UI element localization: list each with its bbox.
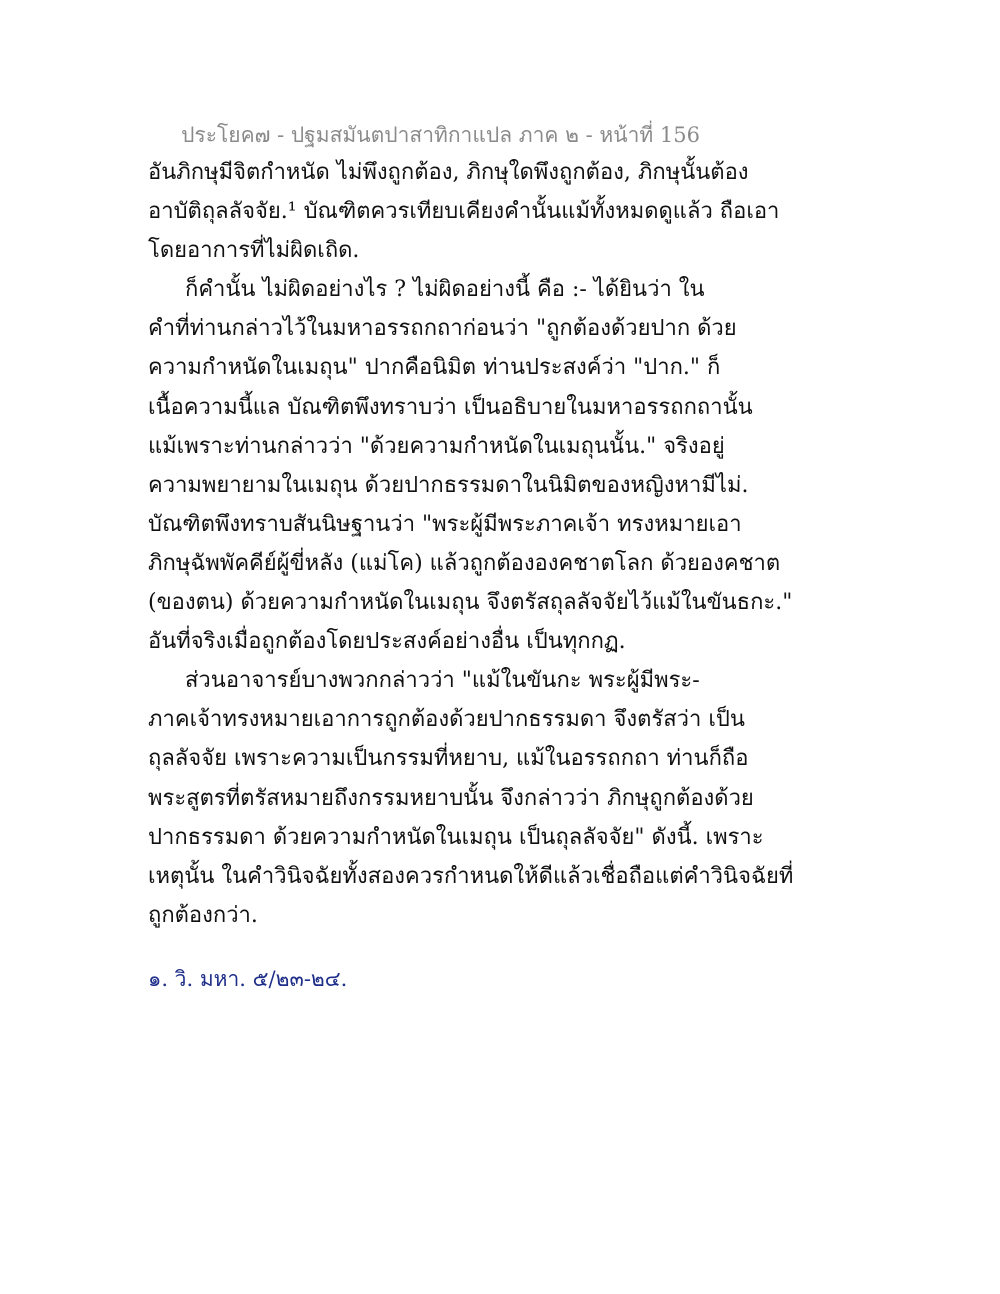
- text-line: บัณฑิตพึงทราบสันนิษฐานว่า "พระผู้มีพระภาคเจ้า ทรงหมายเอา: [148, 511, 742, 537]
- text-line: อันภิกษุมีจิตกำหนัด ไม่พึงถูกต้อง, ภิกษุใดพึงถูกต้อง, ภิกษุนั้นต้อง: [148, 160, 749, 185]
- text-line: ถูกต้องกว่า.: [148, 902, 258, 928]
- text-line: อันที่จริงเมื่อถูกต้องโดยประสงค์อย่างอื่น เป็นทุกกฏ.: [148, 629, 626, 655]
- page-header: ประโยค๗ - ปฐมสมันตปาสาทิกาแปล ภาค ๒ - หน้าที่ 156: [181, 123, 700, 147]
- text-line: เหตุนั้น ในคำวินิจฉัยทั้งสองควรกำหนดให้ดีแล้วเชื่อถือแต่คำวินิจฉัยที่: [148, 863, 794, 889]
- paragraph-first-line: ส่วนอาจารย์บางพวกกล่าวว่า "แม้ในขันกะ พระผู้มีพระ-: [185, 668, 700, 694]
- body-text: [148, 153, 794, 935]
- text-line: คำที่ท่านกล่าวไว้ในมหาอรรถกถาก่อนว่า "ถูกต้องด้วยปาก ด้วย: [148, 316, 737, 342]
- text-line: ปากธรรมดา ด้วยความกำหนัดในเมถุน เป็นถุลลัจจัย" ดังนี้. เพราะ: [148, 824, 764, 850]
- footnote: ๑. วิ. มหา. ๕/๒๓-๒๔.: [148, 967, 348, 991]
- text-line: ความพยายามในเมถุน ด้วยปากธรรมดาในนิมิตของหญิงหามีไม่.: [148, 472, 749, 498]
- paragraph-first-line: ก็คำนั้น ไม่ผิดอย่างไร ? ไม่ผิดอย่างนี้ คือ :- ได้ยินว่า ใน: [185, 277, 705, 303]
- text-line: ภิกษุฉัพพัคคีย์ผู้ขี่หลัง (แม่โค) แล้วถูกต้ององคชาตโลก ด้วยองคชาต: [148, 550, 781, 576]
- text-line: อาบัติถุลลัจจัย.¹ บัณฑิตควรเทียบเคียงคำนั้นแม้ทั้งหมดดูแล้ว ถือเอา: [148, 199, 780, 225]
- text-line: ภาคเจ้าทรงหมายเอาการถูกต้องด้วยปากธรรมดา จึงตรัสว่า เป็น: [148, 707, 745, 733]
- text-line: ความกำหนัดในเมถุน" ปากคือนิมิต ท่านประสงค์ว่า "ปาก." ก็: [148, 355, 721, 381]
- text-line: โดยอาการที่ไม่ผิดเถิด.: [148, 238, 360, 264]
- text-line: ถุลลัจจัย เพราะความเป็นกรรมที่หยาบ, แม้ในอรรถกถา ท่านก็ถือ: [148, 746, 749, 772]
- text-line: พระสูตรที่ตรัสหมายถึงกรรมหยาบนั้น จึงกล่าวว่า ภิกษุถูกต้องด้วย: [148, 785, 754, 811]
- text-line: เนื้อความนี้แล บัณฑิตพึงทราบว่า เป็นอธิบายในมหาอรรถกถานั้น: [148, 394, 753, 420]
- text-line: แม้เพราะท่านกล่าวว่า "ด้วยความกำหนัดในเมถุนนั้น." จริงอยู่: [148, 433, 725, 459]
- text-line: (ของตน) ด้วยความกำหนัดในเมถุน จึงตรัสถุลลัจจัยไว้แม้ในขันธกะ.": [148, 590, 793, 616]
